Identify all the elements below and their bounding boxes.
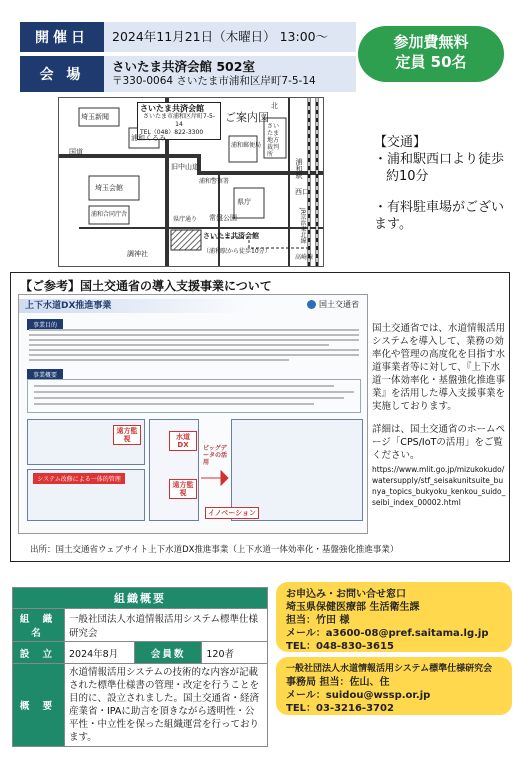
map-label-hospital: さいたま地方裁判所 — [267, 123, 280, 158]
org-est-label: 設 立 — [13, 642, 65, 664]
mlit-logo-text: 国土交通省 — [319, 300, 359, 309]
access-line2: 約10分 — [386, 169, 429, 184]
venue-box-tel: TEL（048）822-3300 — [140, 129, 204, 136]
contact1-person: 担当：竹田 様 — [286, 615, 350, 626]
map-label-post: 浦和郵便局 — [231, 142, 262, 149]
access-line1: ・浦和駅西口より徒歩 — [374, 152, 505, 167]
contact-wssp — [276, 657, 512, 715]
section-purpose-label: 事業目的 — [27, 319, 63, 330]
map-label-station-note: （浦和駅から徒歩10分） — [203, 248, 271, 255]
contact2-title: 一般社団法人水道情報活用システム標準仕様研究会 — [286, 664, 493, 674]
map-label-tokiwa: 常盤公園 — [209, 214, 237, 222]
reference-more: 詳細は、国土交通省のホームページ「CPS/IoTの活用」をご覧ください。 — [372, 424, 506, 461]
diagram-arrow — [199, 463, 229, 493]
diagram-tag-remote-top: 遠方監視 — [113, 425, 141, 445]
venue-address: 〒330-0064 さいたま市浦和区岸町7-5-14 — [112, 75, 316, 87]
diagram-red-banner: システム改修による一体的管理 — [33, 473, 125, 484]
diagram-innovation: イノベーション — [205, 507, 259, 519]
diagram-tag-dx: 水道DX — [169, 431, 197, 451]
contact-saitama — [276, 582, 512, 652]
org-table — [12, 587, 268, 747]
map-label-park: 県庁通り — [173, 216, 198, 223]
venue-label: 会 場 — [20, 56, 104, 92]
contact1-dept: 埼玉県保健医療部 生活衛生課 — [286, 602, 420, 613]
map-label-oyamada: 浦和合同庁舎 — [91, 211, 128, 218]
map-label-north: 北 — [271, 102, 278, 110]
org-summary-label: 概 要 — [13, 664, 65, 747]
org-header: 組織概要 — [13, 588, 268, 609]
org-members-label: 会員数 — [135, 642, 202, 664]
mlit-logo-icon — [307, 300, 316, 309]
mlit-panel — [18, 294, 368, 534]
map-label-saitama-kaikan: 埼玉会館 — [95, 184, 123, 192]
org-name-label: 組 織 名 — [13, 609, 65, 642]
map-label-ichiba: 旧中山道 — [171, 163, 199, 171]
contact1-tel: TEL：048-830-3615 — [286, 641, 394, 652]
reference-url[interactable]: https://www.mlit.go.jp/mizukokudo/watersupply/stf_seisakunitsuite_bunya_topics_bukyoku_kenkou_suido_seibi_index_00002.html — [372, 465, 506, 507]
map-label-ura-jinja: 調神社 — [127, 250, 148, 258]
contact2-person: 事務局 担当：佐山、住 — [286, 677, 390, 688]
map-label-hwy: 国道 — [69, 148, 83, 156]
reference-description — [372, 322, 506, 508]
access-map — [58, 97, 324, 267]
venue-name: さいたま共済会館 502室 — [112, 59, 255, 74]
access-title: 【交通】 — [374, 135, 427, 150]
contact2-mail[interactable]: メール：suidou@wssp.or.jp — [286, 690, 431, 701]
contact1-title: お申込み・お問い合せ窓口 — [286, 589, 406, 600]
map-label-urawa-station: 浦和駅 — [295, 158, 303, 179]
diagram-box-right — [231, 419, 363, 521]
contact2-tel: TEL：03-3216-3702 — [286, 703, 394, 714]
mlit-logo — [307, 299, 359, 310]
map-label-rail: JR京浜東北線 — [299, 208, 306, 244]
access-line3: ・有料駐車場がございます。 — [374, 200, 505, 232]
contact1-mail[interactable]: メール：a3600-08@pref.saitama.lg.jp — [286, 628, 489, 639]
map-label-takasaki: 高崎線 — [295, 254, 314, 261]
map-label-venue-small: さいたま共済会館 — [203, 232, 259, 240]
map-label-saitama-jihou: 埼玉新聞 — [81, 113, 109, 121]
badge-free: 参加費無料 — [393, 33, 469, 51]
venue-value — [104, 56, 356, 92]
map-label-kenchou: 県庁 — [237, 198, 251, 206]
reference-desc-text: 国土交通省では、水道情報活用システムを導入して、業務の効率化や管理の高度化を目指す水道事業者等に対して、『上下水道一体効率化・基盤強化推進事業』を活用した導入支援事業を実施しております。 — [372, 323, 506, 412]
date-label: 開催日 — [20, 22, 104, 52]
map-label-west-exit: 西口 — [295, 188, 309, 196]
diagram-big-data: ビッグデータの活用 — [203, 445, 228, 466]
badge-capacity: 定員 50名 — [395, 53, 467, 71]
venue-box-title: さいたま共済会館 — [140, 104, 204, 113]
org-est-value: 2024年8月 — [65, 642, 135, 664]
diagram-tag-remote-bottom: 遠方監視 — [169, 479, 197, 499]
mlit-banner: 上下水道DX推進事業 — [19, 299, 249, 313]
org-name-value: 一般社団法人水道情報活用システム標準仕様研究会 — [65, 609, 268, 642]
date-value: 2024年11月21日（木曜日） 13:00～ — [104, 22, 356, 52]
org-members-value: 120者 — [202, 642, 268, 664]
reference-title: 【ご参考】国土交通省の導入支援事業について — [20, 279, 272, 293]
access-info — [374, 134, 514, 233]
free-admission-badge — [358, 26, 504, 82]
org-summary-value: 水道情報活用システムの技術的な内容が記載された標準仕様書の管理・改定を行うことを目的に、設立されました。国土交通省・経済産業省・IPAに助言を頂きながら透明性・公平性・中立性を保った組織運営を行っております。 — [65, 664, 268, 747]
map-title: ご案内図 — [225, 111, 269, 124]
reference-caption: 出所：国土交通省ウェブサイト上下水道DX推進事業（上下水道一体効率化・基盤強化推進事業） — [30, 545, 399, 555]
section-summary-label: 事業概要 — [27, 369, 63, 380]
map-label-urawa-kurumi: 浦和くるみ — [131, 134, 166, 142]
map-label-police: 浦和警察署 — [199, 178, 230, 185]
venue-box-address: さいたま市浦和区岸町7-5-14 — [143, 113, 215, 128]
